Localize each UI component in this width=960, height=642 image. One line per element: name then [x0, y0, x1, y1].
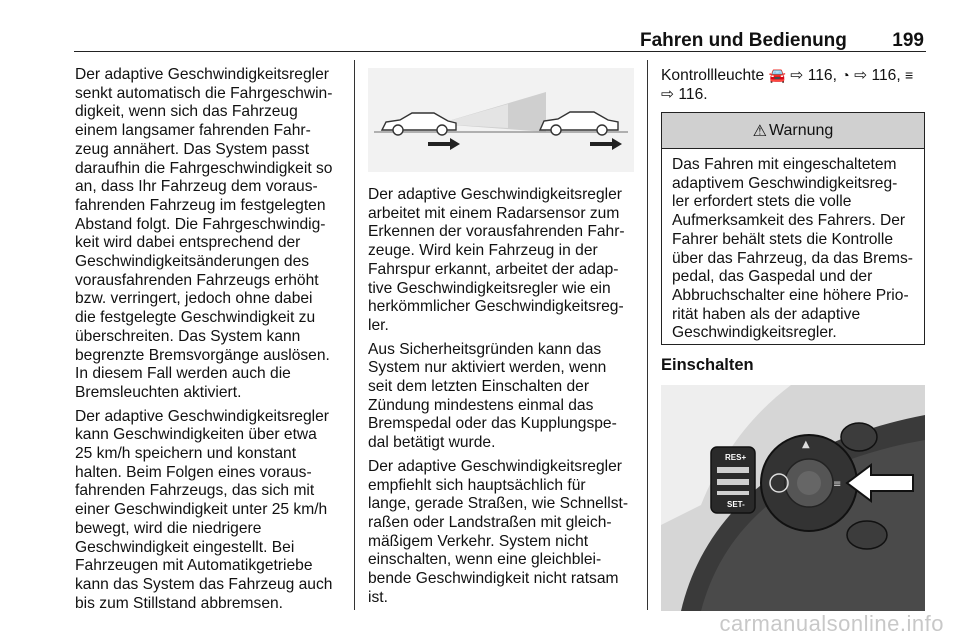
speedometer-icon: ◔: [841, 67, 850, 83]
page-ref-arrow: ⇨: [661, 85, 675, 103]
page-number: 199: [892, 30, 924, 51]
paragraph: Der adaptive Geschwindigkeitsregler empfiehlt sich hauptsächlich für lange, gerade Straßen, wie Schnellst- raßen oder Landstraßen mit gleich- mäßigem Verkehr. System nicht einschalten, wenn eine gleichblei- bende Geschwindigkeit nicht ratsam ist.: [368, 457, 629, 606]
footer-watermark: carmanualsonline.info: [719, 611, 944, 636]
steering-wheel-controls-figure: [661, 385, 925, 611]
paragraph: Der adaptive Geschwindigkeitsregler arbeitet mit einem Radarsensor zum Erkennen der vorausfahrenden Fahr- zeuge. Wird kein Fahrzeug in der Fahrspur erkannt, arbeitet der adap- tive Geschwindigkeitsregler wie ein herkömmlicher Geschwindigkeitsreg- ler.: [368, 186, 625, 334]
section-heading: Einschalten: [661, 356, 754, 374]
arrow-right-icon: [428, 138, 460, 150]
paragraph: Der adaptive Geschwindigkeitsregler kann Geschwindigkeiten über etwa 25 km/h speichern und konstant halten. Beim Folgen eines voraus- fahrenden Fahrzeugs, das sich mit einer Geschwindigkeit unter 25 km/h bewegt, wird die niedrigere Geschwindigkeit eingestellt. Bei Fahrzeugen mit Automatikgetriebe kann das System das Fahrzeug auch bis zum Stillstand abbremsen.: [75, 407, 333, 612]
header-divider: [74, 51, 926, 52]
paragraph: Aus Sicherheitsgründen kann das System nur aktiviert werden, wenn seit dem letzten Einschalten der Zündung mindestens einmal das Bremspedal oder das Kupplungspe- dal betätigt wurde.: [368, 340, 617, 452]
page-header: [640, 30, 924, 52]
paragraph: Der adaptive Geschwindigkeitsregler senkt automatisch die Fahrgeschwin- digkeit, wenn sich das Fahrzeug einem langsamer fahrenden Fahr- zeug annähert. Das System passt daraufhin die Fahrgeschwindigkeit so an, dass Ihr Fahrzeug dem voraus- fahrenden Fahrzeug im festgelegten Abstand folgt. Die Fahrgeschwindig- keit wird dabei entsprechend der Geschwindigkeitsänderungen des vorausfahrenden Fahrzeugs erhöht bzw. verringert, jedoch ohne dabei die festgelegte Geschwindigkeit zu überschreiten. Das System kann begrenzte Bremsvorgänge auslösen. In diesem Fall werden auch die Bremsleuchten aktiviert.: [75, 66, 333, 401]
page-title: Fahren und Bedienung: [640, 30, 847, 51]
top-right-button[interactable]: [841, 423, 877, 451]
page-ref[interactable]: 116.: [678, 85, 708, 103]
page-ref[interactable]: 116,: [871, 67, 901, 84]
warning-header: [662, 113, 924, 149]
column-divider-right: [647, 60, 648, 610]
res-label: RES+: [725, 453, 747, 462]
indicator-reference: Kontrollleuchte 🚘 ⇨ 116, ◔ ⇨ 116, ≡ ⇨ 116.: [661, 67, 914, 103]
steering-wheel-illustration: [661, 385, 925, 611]
warning-title: Warnung: [769, 121, 834, 139]
column-3: [661, 66, 927, 109]
column-divider-left: [354, 60, 355, 610]
lower-button[interactable]: [847, 521, 887, 549]
set-label: SET-: [727, 500, 745, 509]
car-icon: 🚘: [768, 67, 786, 83]
following-car-icon: ≡: [905, 67, 914, 83]
column-2: [368, 186, 636, 612]
radar-following-figure: [368, 68, 634, 172]
warning-triangle-icon: ⚠: [752, 122, 767, 140]
page-ref[interactable]: 116,: [807, 67, 837, 84]
acc-button-icon[interactable]: ≡: [833, 479, 842, 490]
warning-box: [661, 112, 925, 345]
page-ref-arrow: ⇨: [790, 67, 804, 84]
arrow-right-icon: [590, 138, 622, 150]
warning-text: Das Fahren mit eingeschaltetem adaptivem Geschwindigkeitsreg- ler erfordert stets die volle Aufmerksamkeit des Fahrers. Der Fahrer behält stets die Kontrolle über das Fahrzeug, da das Brems- pedal, das Gaspedal und der Abbruchschalter eine höhere Prio- rität haben als der adaptive Geschwindigkeitsregler.: [672, 156, 913, 342]
distance-icon: ▲: [802, 439, 810, 450]
page-ref-arrow: ⇨: [854, 67, 868, 84]
radar-illustration: [368, 68, 634, 172]
column-1: [75, 66, 347, 618]
